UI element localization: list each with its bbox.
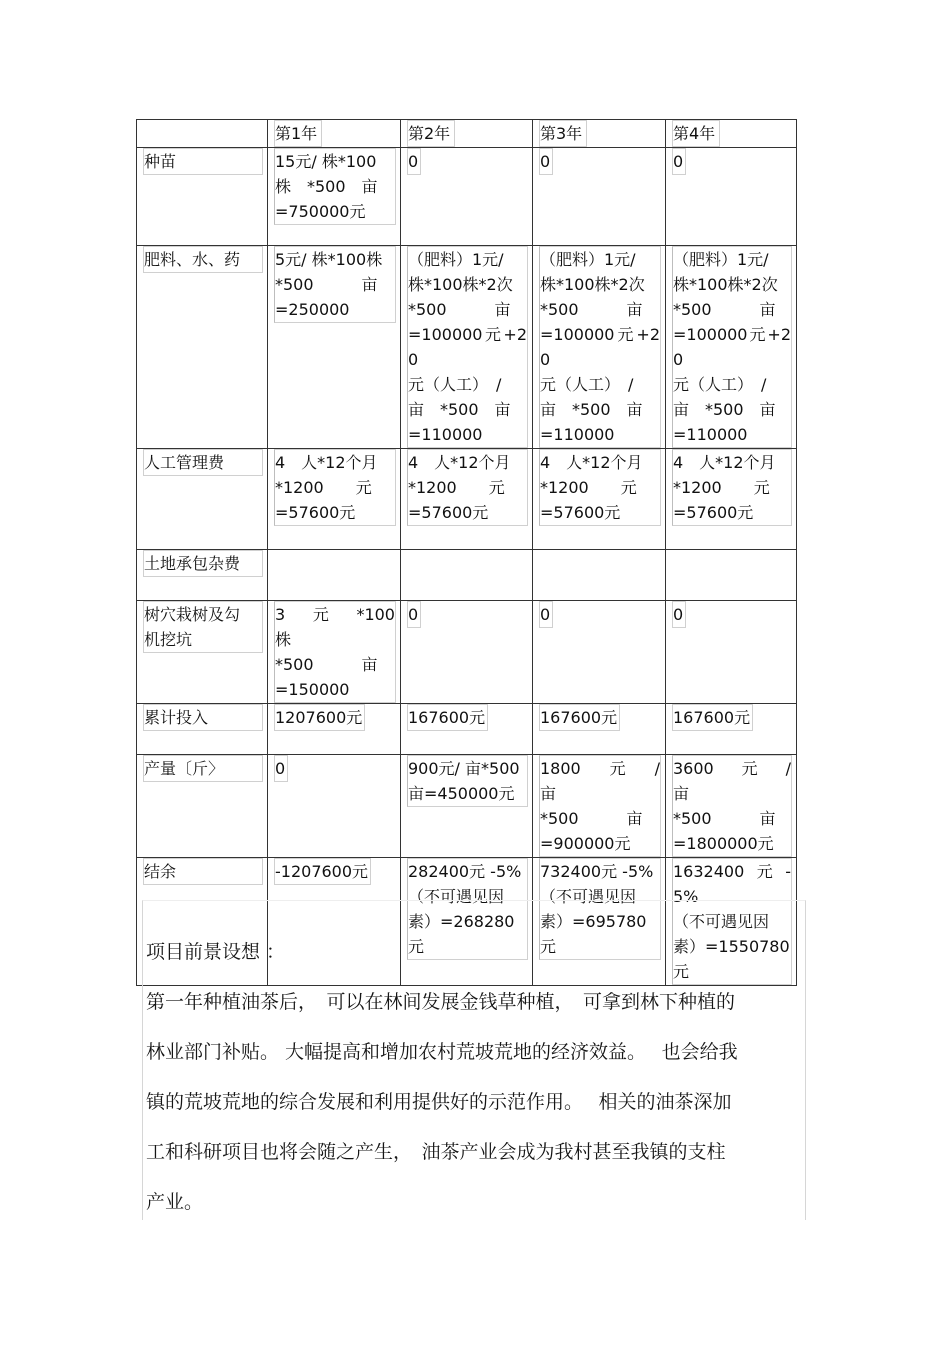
table-row	[137, 550, 797, 601]
header-label: 第1年	[274, 120, 322, 147]
table-cell	[533, 449, 666, 550]
cell-text: 4 人*12个月 *1200 元 =57600元	[407, 449, 528, 526]
cell-text: 282400元 -5% （不可遇见因 素）=268280 元	[407, 858, 528, 960]
cell-text: 167600元	[539, 704, 620, 731]
row-label-cell	[137, 704, 268, 755]
cell-text: （肥料）1元/ 株*100株*2次 *500 亩 =100000元+20 元（人工） / 亩 *500 亩 =110000	[539, 246, 661, 448]
table-cell	[401, 704, 533, 755]
table-cell	[268, 550, 401, 601]
row-label: 土地承包杂费	[143, 550, 263, 577]
table-cell	[401, 755, 533, 858]
cell-text: 167600元	[407, 704, 488, 731]
table-cell	[268, 704, 401, 755]
table-cell	[533, 550, 666, 601]
table-row	[137, 601, 797, 704]
row-label: 产量〔斤〉	[143, 755, 263, 782]
table-cell	[268, 601, 401, 704]
table-cell	[401, 148, 533, 246]
prospect-line: 产业。	[146, 1191, 204, 1213]
cell-text: 1800 元 / 亩 *500 亩 =900000元	[539, 755, 661, 857]
row-label-cell	[137, 601, 268, 704]
header-year-1	[268, 120, 401, 148]
row-label-cell	[137, 148, 268, 246]
header-year-4	[666, 120, 797, 148]
table-cell	[268, 449, 401, 550]
table-cell	[666, 704, 797, 755]
table-cell	[666, 550, 797, 601]
cell-text: 732400元 -5% （不可遇见因 素）=695780 元	[539, 858, 661, 960]
cell-text: 0	[539, 148, 553, 175]
cell-text: 900元/ 亩*500 亩=450000元	[407, 755, 528, 807]
header-label: 第3年	[539, 120, 587, 147]
row-label-cell	[137, 246, 268, 449]
cell-text: 4 人*12个月 *1200 元 =57600元	[672, 449, 792, 526]
cell-text: 167600元	[672, 704, 753, 731]
table-cell	[401, 246, 533, 449]
table-cell	[268, 148, 401, 246]
row-label: 肥料、水、药	[143, 246, 263, 273]
cell-text: 0	[407, 148, 421, 175]
table-cell	[533, 148, 666, 246]
table-header-row	[137, 120, 797, 148]
prospect-line: 工和科研项目也将会随之产生， 油茶产业会成为我村甚至我镇的支柱	[146, 1141, 726, 1163]
cell-text: 15元/ 株*100 株 *500 亩 =750000元	[274, 148, 396, 225]
prospect-line: 镇的荒坡荒地的综合发展和利用提供好的示范作用。 相关的油茶深加	[146, 1091, 732, 1113]
cell-text: 0	[539, 601, 553, 628]
row-label-cell	[137, 755, 268, 858]
row-label: 种苗	[143, 148, 263, 175]
row-label: 人工管理费	[143, 449, 263, 476]
row-label-cell	[137, 449, 268, 550]
cell-text: 1632400元-5% （不可遇见因 素）=1550780 元	[672, 858, 792, 985]
cell-text: 4 人*12个月 *1200 元 =57600元	[539, 449, 661, 526]
table-row	[137, 449, 797, 550]
table-cell	[666, 755, 797, 858]
table-cell	[666, 601, 797, 704]
table-row	[137, 246, 797, 449]
table-cell	[401, 550, 533, 601]
row-label-cell	[137, 550, 268, 601]
prospect-title: 项目前景设想 ：	[146, 941, 286, 963]
table-cell	[401, 449, 533, 550]
header-label: 第2年	[407, 120, 455, 147]
table-cell	[666, 148, 797, 246]
header-label: 第4年	[672, 120, 720, 147]
table-row	[137, 148, 797, 246]
header-year-2	[401, 120, 533, 148]
cell-text: 0	[407, 601, 421, 628]
prospect-line: 第一年种植油茶后， 可以在林间发展金钱草种植， 可拿到林下种植的	[146, 991, 736, 1013]
table-cell	[533, 704, 666, 755]
cell-text: 3 元 *100 株 *500 亩 =150000	[274, 601, 396, 703]
header-year-3	[533, 120, 666, 148]
table-cell	[666, 449, 797, 550]
prospect-line: 林业部门补贴。 大幅提高和增加农村荒坡荒地的经济效益。 也会给我	[146, 1041, 738, 1063]
header-corner-cell	[137, 120, 268, 148]
table-cell	[268, 755, 401, 858]
table-cell	[533, 601, 666, 704]
cell-text: （肥料）1元/ 株*100株*2次 *500 亩 =100000元+20 元（人工） / 亩 *500 亩 =110000	[672, 246, 792, 448]
cell-text: 4 人*12个月 *1200 元 =57600元	[274, 449, 396, 526]
row-label: 树穴栽树及勾 机挖坑	[143, 601, 263, 653]
row-label: 结余	[143, 858, 263, 885]
prospect-section	[142, 900, 806, 1220]
table-row	[137, 755, 797, 858]
cell-text: 5元/ 株*100株 *500 亩 =250000	[274, 246, 396, 323]
table-cell	[268, 246, 401, 449]
cell-text: 0	[274, 755, 288, 782]
cell-text: 0	[672, 601, 686, 628]
table-row	[137, 704, 797, 755]
cell-text: -1207600元	[274, 858, 371, 885]
cell-text: 3600 元 / 亩 *500 亩 =1800000元	[672, 755, 792, 857]
table-cell	[533, 246, 666, 449]
cell-text: 1207600元	[274, 704, 365, 731]
cell-text: （肥料）1元/ 株*100株*2次 *500 亩 =100000元+20 元（人工） / 亩 *500 亩 =110000	[407, 246, 528, 448]
row-label: 累计投入	[143, 704, 263, 731]
table-cell	[533, 755, 666, 858]
budget-table	[136, 119, 797, 986]
table-cell	[401, 601, 533, 704]
table-cell	[666, 246, 797, 449]
cell-text: 0	[672, 148, 686, 175]
